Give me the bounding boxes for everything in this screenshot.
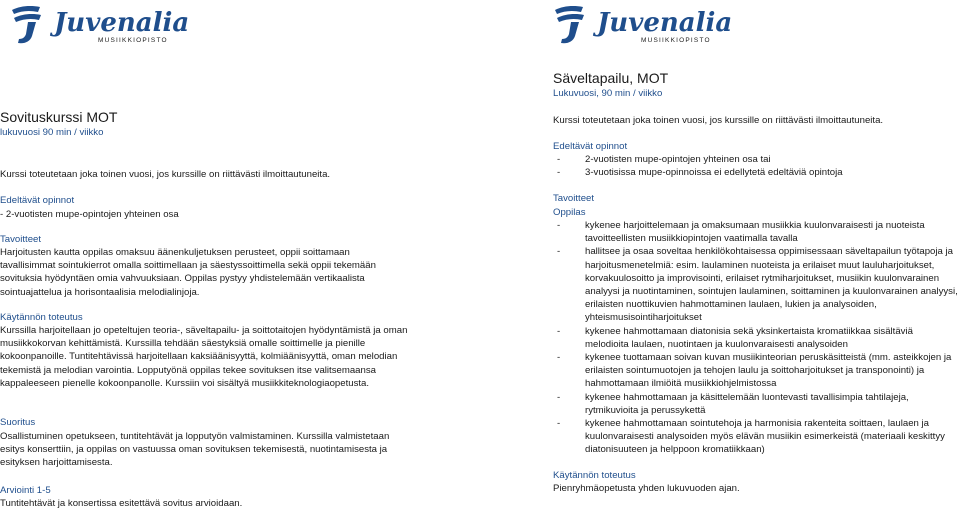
practice-heading: Käytännön toteutus — [0, 312, 83, 323]
prereq-list — [553, 153, 953, 179]
course-subtitle: Lukuvuosi, 90 min / viikko — [553, 88, 663, 99]
course-intro: Kurssi toteutetaan joka toinen vuosi, jos kurssille on riittävästi ilmoittautuneita. — [0, 169, 331, 180]
logo-tagline: MUSIIKKIOPISTO — [98, 37, 168, 44]
prereq-heading: Edeltävät opinnot — [553, 141, 628, 152]
logo-tagline: MUSIIKKIOPISTO — [641, 37, 711, 44]
grading-text: Tuntitehtävät ja konsertissa esitettävä sovitus arvioidaan. — [0, 498, 243, 509]
juvenalia-logo — [10, 4, 210, 46]
course-intro: Kurssi toteutetaan joka toinen vuosi, jos kurssille on riittävästi ilmoittautuneita. — [553, 115, 884, 126]
grading-scale: 1-5 — [36, 485, 51, 496]
practice-heading: Käytännön toteutus — [553, 470, 636, 481]
course-title: Säveltapailu, MOT — [553, 70, 669, 86]
juvenalia-logo-mark — [553, 4, 753, 46]
logo-wordmark: Juvenalia — [597, 8, 733, 38]
goals-heading: Tavoitteet — [0, 234, 42, 245]
juvenalia-logo-mark — [10, 4, 210, 46]
goals-list — [553, 219, 959, 457]
completion-text: Osallistuminen opetukseen, tuntitehtävät ja lopputyön valmistaminen. Kurssilla valmistetaan esitys konserttiin, ja oppilas on vastuussa oman sovituksen tekemisestä, nuotintamisesta ja esityksen harjoittamisesta. — [0, 431, 390, 469]
prereq-heading: Edeltävät opinnot — [0, 195, 75, 206]
grading-line — [0, 484, 51, 497]
course-subtitle: lukuvuosi 90 min / viikko — [0, 127, 104, 138]
list-item: - hallitsee ja osaa soveltaa henkilökohtaisessa oppimisessaan säveltapailun työtapoja ja harjoitusmenetelmiä: esim. laulaminen nuoteista ja erilaiset muut lauluharjoitukset, korvakuulosoitto ja improvisointi, erilaiset rytmiharjoitukset, musiikin kuulonvarainen analyysi ja nuotintaminen, sointujen laulaminen, soittaminen ja kuulonvarainen analyysi, erilaisten nuottikuvien hahmottaminen laulaen, lukien ja analysoiden, yhteismusisointiharjoitukset — [553, 245, 959, 324]
prereq-text: - 2-vuotisten mupe-opintojen yhteinen osa — [0, 209, 179, 220]
list-item: - kykenee hahmottamaan diatonisia sekä yksinkertaista kromatiikkaa sisältäviä melodioita laulaen, nuotintaen ja kuulonvaraisesti analysoiden — [553, 325, 959, 351]
list-item: - 3-vuotisissa mupe-opinnoissa ei edellytetä edeltäviä opintoja — [553, 166, 953, 179]
goals-text: Harjoitusten kautta oppilas omaksuu äänenkuljetuksen perusteet, oppii soittamaan tavallisimmat sointukierrot omalla soittimellaan ja säestyssoittimella sekä oppii tekemään sovituksia hyödyntäen omia vahvuuksiaan. Oppilas pystyy yhdistelemään vertikaalista sointuajattelua ja horisontaalisia melodialinjoja. — [0, 247, 376, 298]
list-item: - kykenee harjoittelemaan ja omaksumaan musiikkia kuulonvaraisesti ja nuoteista tavoitteellisten musiikkiopintojen vaatimalla tavalla — [553, 219, 959, 245]
completion-heading: Suoritus — [0, 417, 36, 428]
goals-sub: Oppilas — [553, 207, 586, 218]
list-item: - kykenee hahmottamaan ja käsittelemään luontevasti tavallisimpia tahtilajeja, rytmikuvioita ja perussykettä — [553, 391, 959, 417]
course-title: Sovituskurssi MOT — [0, 109, 118, 125]
logo-wordmark: Juvenalia — [54, 8, 190, 38]
list-item: - 2-vuotisten mupe-opintojen yhteinen osa tai — [553, 153, 953, 166]
list-item: - kykenee hahmottamaan sointutehoja ja harmonisia rakenteita soittaen, laulaen ja kuulonvaraisesti analysoiden myös elävän musiikin esimerkeistä (materiaali keskittyy diatonisuuteen ja helppoon kromatiikkaan) — [553, 417, 959, 457]
practice-text: Kurssilla harjoitellaan jo opeteltujen teoria-, säveltapailu- ja soittotaitojen hyödyntämistä ja oman musiikkokorvan kehittämistä. Kurssilla tehdään säestyksiä omalle soittimelle ja pienille kokoonpanoille. Tuntitehtävissä harjoitellaan kaksiäänisyyttä, kolmiäänisyyttä, oman melodian tekemistä ja melodian varointia. Lopputyönä oppilas tekee sovituksen itse valitsemaansa kappaleeseen pienelle kokoonpanolle. Kurssiin voi sisältyä musiikkiteknologiaopetusta. — [0, 325, 408, 389]
list-item: - kykenee tuottamaan soivan kuvan musiikinteorian peruskäsitteistä (mm. asteikkojen ja erilaisten sointumuotojen ja tehojen laulu ja soittoharjoitukset ja transponointi) ja hahmottamaan ilmiöitä musiikkiohjelmistossa — [553, 351, 959, 391]
practice-text: Pienryhmäopetusta yhden lukuvuoden ajan. — [553, 483, 740, 494]
goals-heading: Tavoitteet — [553, 193, 595, 204]
juvenalia-logo — [553, 4, 753, 46]
grading-label: Arviointi — [0, 485, 35, 496]
